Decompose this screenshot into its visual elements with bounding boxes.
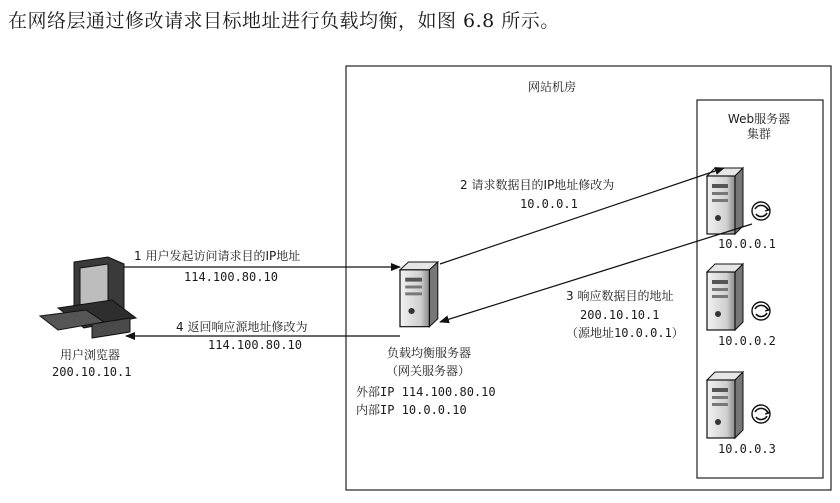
load-balancer-server-icon (400, 262, 438, 327)
computer-icon (40, 257, 136, 338)
server-ip-1: 10.0.0.1 (718, 237, 776, 251)
step-2-label: 2 请求数据目的IP地址修改为 (460, 178, 615, 192)
step-3-note: （源地址10.0.0.1） (566, 326, 684, 340)
browser-name: 用户浏览器 (60, 348, 121, 362)
step-3-label: 3 响应数据目的地址 (566, 289, 674, 303)
lb-internal-ip: 内部IP 10.0.0.10 (356, 403, 467, 417)
web-server-2-icon (707, 264, 770, 330)
step-3-ip: 200.10.10.1 (580, 308, 660, 322)
web-server-3-icon (707, 372, 770, 438)
cluster-label (700, 112, 818, 142)
step-4-ip: 114.100.80.10 (208, 338, 302, 352)
browser-ip: 200.10.10.1 (52, 365, 132, 379)
lb-subtitle: （网关服务器） (386, 364, 471, 378)
server-ip-2: 10.0.0.2 (718, 334, 776, 348)
server-ip-3: 10.0.0.3 (718, 442, 776, 456)
lb-external-ip: 外部IP 114.100.80.10 (356, 385, 496, 399)
page-heading: 在网络层通过修改请求目标地址进行负载均衡，如图 6.8 所示。 (8, 10, 560, 32)
lb-name: 负载均衡服务器 (387, 346, 472, 360)
cluster-label-line2: 集群 (746, 127, 771, 141)
step-4-label: 4 返回响应源地址修改为 (176, 320, 308, 334)
web-server-1-icon (707, 168, 770, 234)
cluster-label-line1: Web服务器 (727, 112, 791, 126)
step-1-ip: 114.100.80.10 (184, 270, 278, 284)
datacenter-label: 网站机房 (528, 80, 577, 94)
step-1-label: 1 用户发起访问请求目的IP地址 (134, 249, 301, 263)
step-2-ip: 10.0.0.1 (520, 197, 578, 211)
